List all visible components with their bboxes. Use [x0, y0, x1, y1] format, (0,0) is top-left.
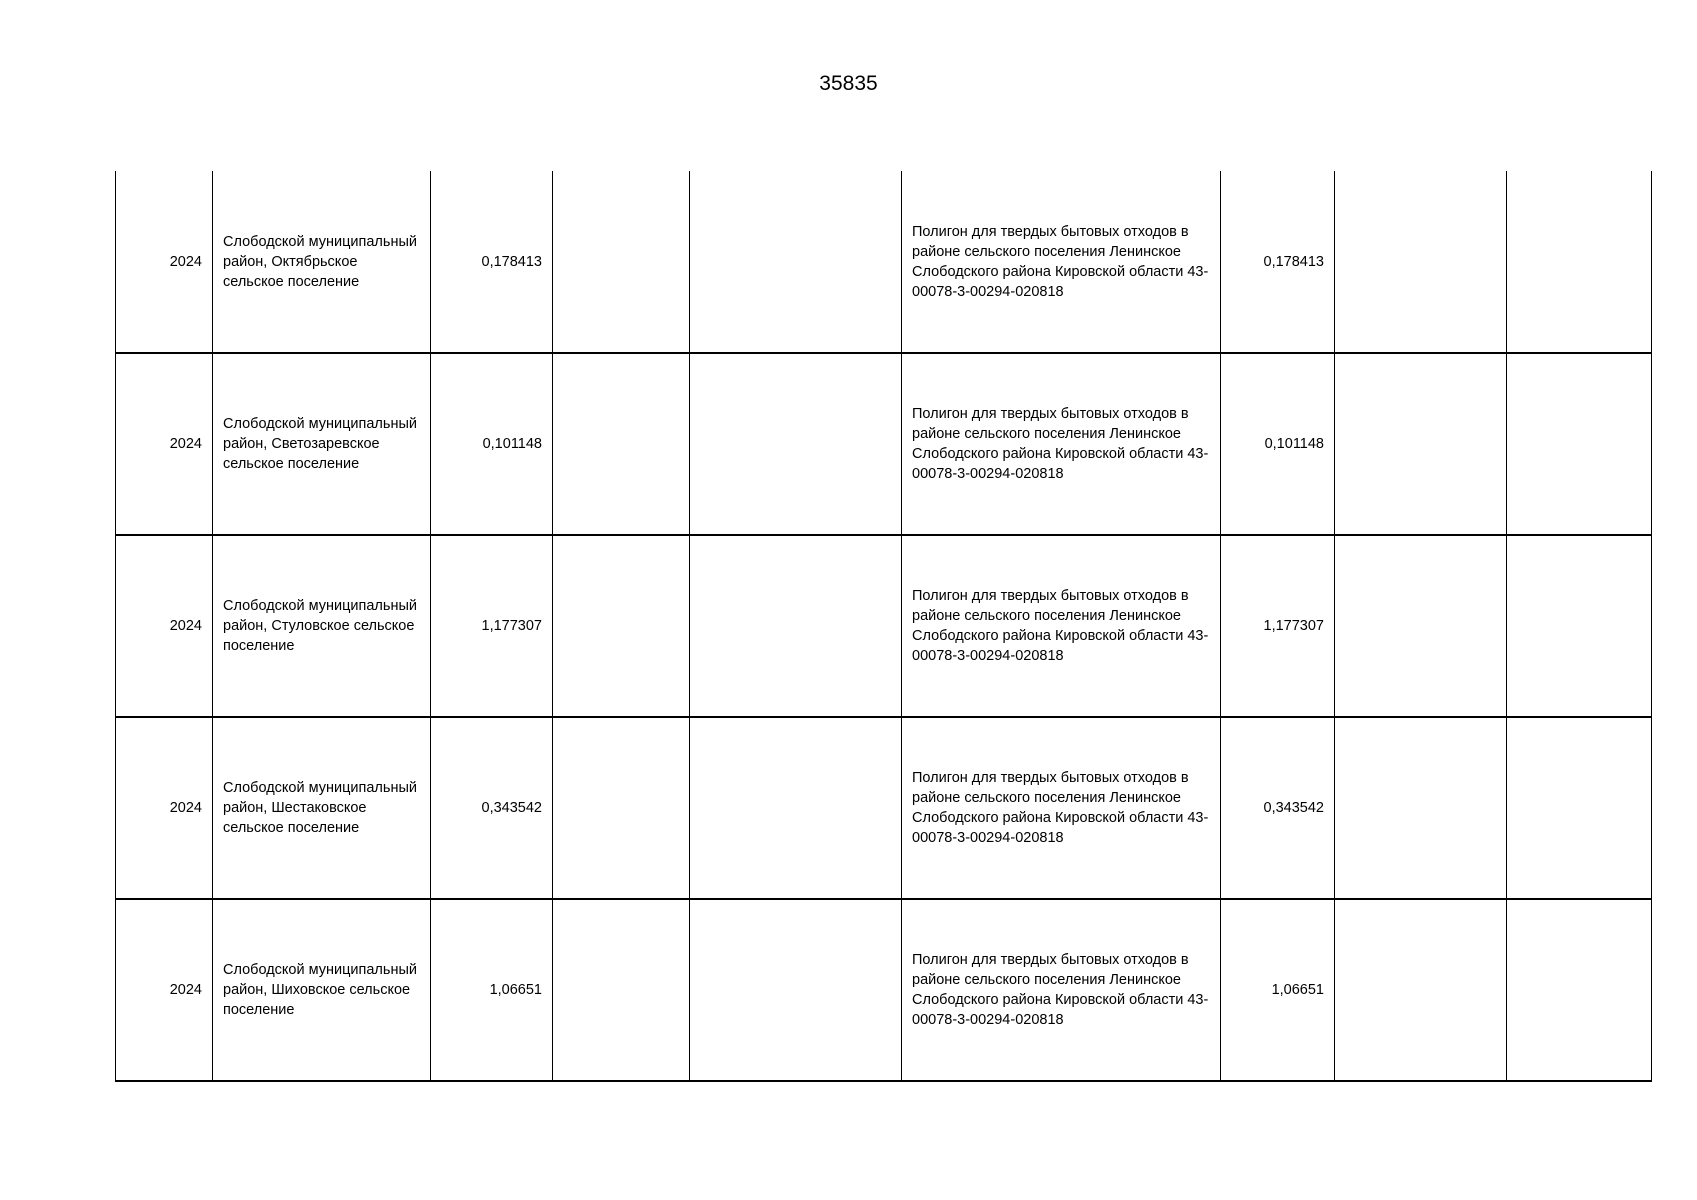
empty-cell [690, 353, 902, 535]
quantity-cell: 0,178413 [1221, 171, 1335, 353]
quantity-cell: 1,06651 [431, 899, 553, 1081]
quantity-cell: 0,101148 [431, 353, 553, 535]
table-row [116, 899, 1652, 1081]
facility-cell: Полигон для твердых бытовых отходов в районе сельского поселения Ленинское Слободского района Кировской области 43-00078-3-00294-020818 [902, 899, 1221, 1081]
municipality-cell: Слободской муниципальный район, Стуловское сельское поселение [213, 535, 431, 717]
empty-cell [553, 353, 690, 535]
empty-cell [553, 717, 690, 899]
empty-cell [1335, 353, 1507, 535]
table-row [116, 535, 1652, 717]
empty-cell [1335, 717, 1507, 899]
empty-cell [553, 899, 690, 1081]
municipality-cell: Слободской муниципальный район, Шестаковское сельское поселение [213, 717, 431, 899]
table-row [116, 717, 1652, 899]
page-number: 35835 [819, 72, 878, 95]
year-cell: 2024 [116, 717, 213, 899]
year-cell: 2024 [116, 535, 213, 717]
data-table [115, 171, 1652, 1082]
empty-cell [690, 899, 902, 1081]
empty-cell [1507, 535, 1652, 717]
municipality-cell: Слободской муниципальный район, Шиховское сельское поселение [213, 899, 431, 1081]
year-cell: 2024 [116, 353, 213, 535]
empty-cell [1335, 171, 1507, 353]
empty-cell [1507, 171, 1652, 353]
quantity-cell: 0,343542 [1221, 717, 1335, 899]
municipality-cell: Слободской муниципальный район, Светозаревское сельское поселение [213, 353, 431, 535]
quantity-cell: 0,101148 [1221, 353, 1335, 535]
quantity-cell: 1,177307 [431, 535, 553, 717]
table-row [116, 353, 1652, 535]
empty-cell [1335, 899, 1507, 1081]
quantity-cell: 0,178413 [431, 171, 553, 353]
empty-cell [690, 535, 902, 717]
empty-cell [553, 535, 690, 717]
table-row [116, 171, 1652, 353]
empty-cell [1507, 899, 1652, 1081]
empty-cell [690, 171, 902, 353]
facility-cell: Полигон для твердых бытовых отходов в районе сельского поселения Ленинское Слободского района Кировской области 43-00078-3-00294-020818 [902, 171, 1221, 353]
empty-cell [1335, 535, 1507, 717]
year-cell: 2024 [116, 899, 213, 1081]
year-cell: 2024 [116, 171, 213, 353]
empty-cell [690, 717, 902, 899]
facility-cell: Полигон для твердых бытовых отходов в районе сельского поселения Ленинское Слободского района Кировской области 43-00078-3-00294-020818 [902, 717, 1221, 899]
quantity-cell: 1,177307 [1221, 535, 1335, 717]
empty-cell [553, 171, 690, 353]
quantity-cell: 1,06651 [1221, 899, 1335, 1081]
municipality-cell: Слободской муниципальный район, Октябрьское сельское поселение [213, 171, 431, 353]
facility-cell: Полигон для твердых бытовых отходов в районе сельского поселения Ленинское Слободского района Кировской области 43-00078-3-00294-020818 [902, 535, 1221, 717]
quantity-cell: 0,343542 [431, 717, 553, 899]
facility-cell: Полигон для твердых бытовых отходов в районе сельского поселения Ленинское Слободского района Кировской области 43-00078-3-00294-020818 [902, 353, 1221, 535]
empty-cell [1507, 353, 1652, 535]
empty-cell [1507, 717, 1652, 899]
